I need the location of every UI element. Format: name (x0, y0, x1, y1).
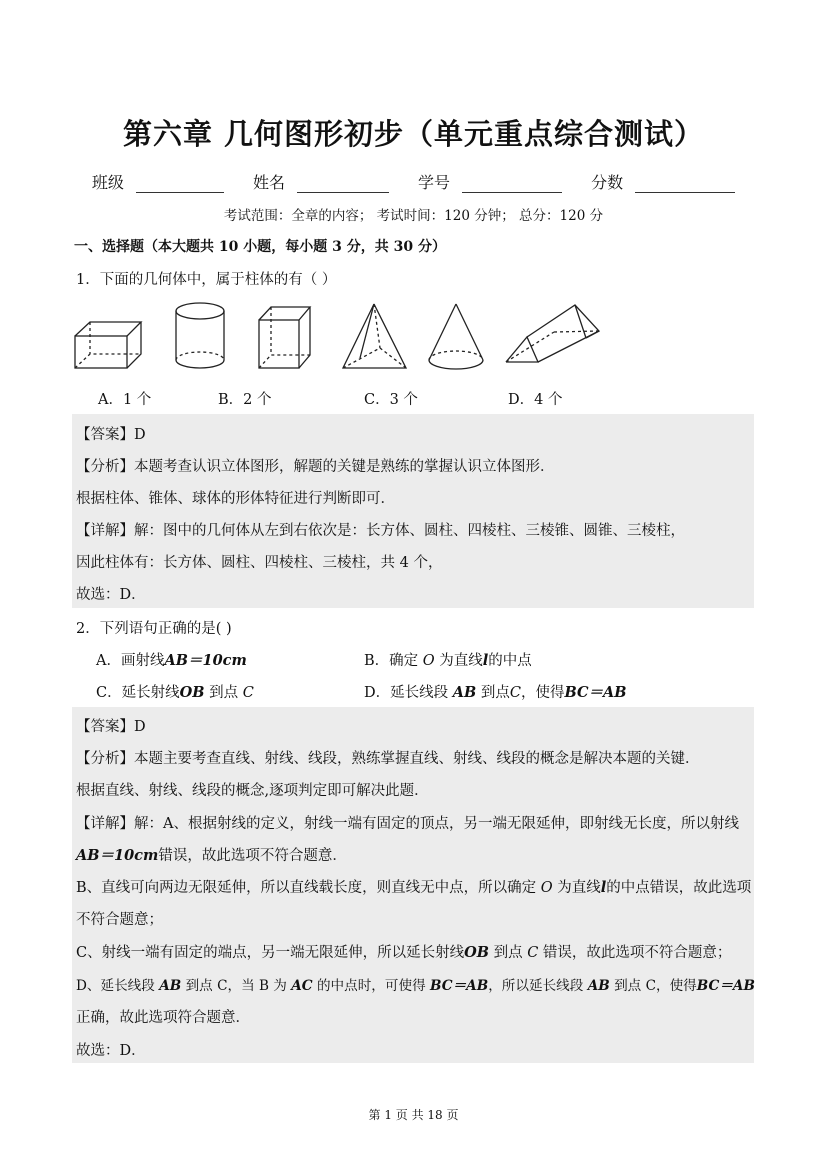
exam-scope: 考试范围：全章的内容； 考试时间：120 分钟； 总分：120 分 (223, 208, 604, 224)
student-info-line (0, 170, 827, 193)
q2-analysis-2: 根据直线、射线、线段的概念,逐项判定即可解决此题． (76, 783, 429, 799)
triangular-pyramid-figure (340, 300, 410, 372)
q2-option-c[interactable]: C．延长射线OB 到点 C (96, 684, 254, 701)
q2-detail-a1: 【详解】解：A、根据射线的定义，射线一端有固定的顶点，另一端无限延伸，即射线无长度，所以射线 (76, 816, 739, 832)
q1-answer: 【答案】D (76, 427, 146, 443)
q1-stem: 1．下面的几何体中，属于柱体的有（ ） (76, 272, 337, 288)
q1-choose: 故选：D． (76, 587, 146, 603)
q2-detail-d2: 正确，故此选项符合题意． (76, 1010, 250, 1026)
q2-answer: 【答案】D (76, 719, 146, 735)
q2-analysis: 【分析】本题主要考查直线、射线、线段，熟练掌握直线、射线、线段的概念是解决本题的关键． (76, 751, 700, 767)
cuboid-figure (72, 300, 144, 370)
q1-detail-2: 因此柱体有：长方体、圆柱、四棱柱、三棱柱，共 4 个， (76, 555, 443, 571)
q2-option-d[interactable]: D．延长线段 AB 到点C，使得BC＝AB (364, 684, 627, 701)
q2-option-a[interactable]: A．画射线AB＝10cm (96, 652, 247, 669)
q1-detail-1: 【详解】解：图中的几何体从左到右依次是：长方体、圆柱、四棱柱、三棱锥、圆锥、三棱柱， (76, 523, 685, 539)
q2-choose: 故选：D． (76, 1043, 146, 1059)
q1-option-d[interactable]: D．4 个 (508, 392, 563, 408)
q1-analysis-2: 根据柱体、锥体、球体的形体特征进行判断即可． (76, 491, 395, 507)
q1-option-b[interactable]: B．2 个 (218, 392, 272, 408)
cylinder-figure (172, 300, 228, 372)
q2-detail-a2: AB＝10cm错误，故此选项不符合题意． (76, 847, 347, 864)
q2-detail-b2: 不符合题意； (76, 912, 163, 928)
score-field[interactable]: 分数 (585, 173, 741, 192)
q1-answer-box (72, 414, 754, 608)
q2-stem: 2．下列语句正确的是( ) (76, 621, 232, 637)
q2-detail-c1: C、射线一端有固定的端点，另一端无限延伸，所以延长射线OB 到点 C 错误，故此选项不符合题意； (76, 944, 732, 961)
q2-detail-d1: D、延长线段 AB 到点 C，当 B 为 AC 的中点时，可使得 BC＝AB，所以延长线段 AB 到点 C，使得BC＝AB (76, 978, 755, 994)
class-field[interactable]: 班级 (86, 173, 230, 192)
name-field[interactable]: 姓名 (247, 173, 395, 192)
page-title: 第六章 几何图形初步（单元重点综合测试） (122, 117, 705, 151)
q1-analysis: 【分析】本题考查认识立体图形，解题的关键是熟练的掌握认识立体图形． (76, 459, 555, 475)
quadrangular-prism-figure (254, 300, 314, 372)
q1-option-c[interactable]: C．3 个 (364, 392, 418, 408)
q2-option-b[interactable]: B．确定 O 为直线l的中点 (364, 652, 532, 669)
cone-figure (426, 300, 486, 374)
q1-option-a[interactable]: A．1 个 (98, 392, 152, 408)
section-heading: 一、选择题（本大题共 10 小题，每小题 3 分，共 30 分） (74, 239, 446, 255)
q2-detail-b1: B、直线可向两边无限延伸，所以直线载长度，则直线无中点，所以确定 O 为直线l的中点错误，故此选项 (76, 879, 752, 896)
id-field[interactable]: 学号 (412, 173, 568, 192)
page-number: 第 1 页 共 18 页 (368, 1108, 459, 1122)
triangular-prism-figure (504, 300, 604, 370)
